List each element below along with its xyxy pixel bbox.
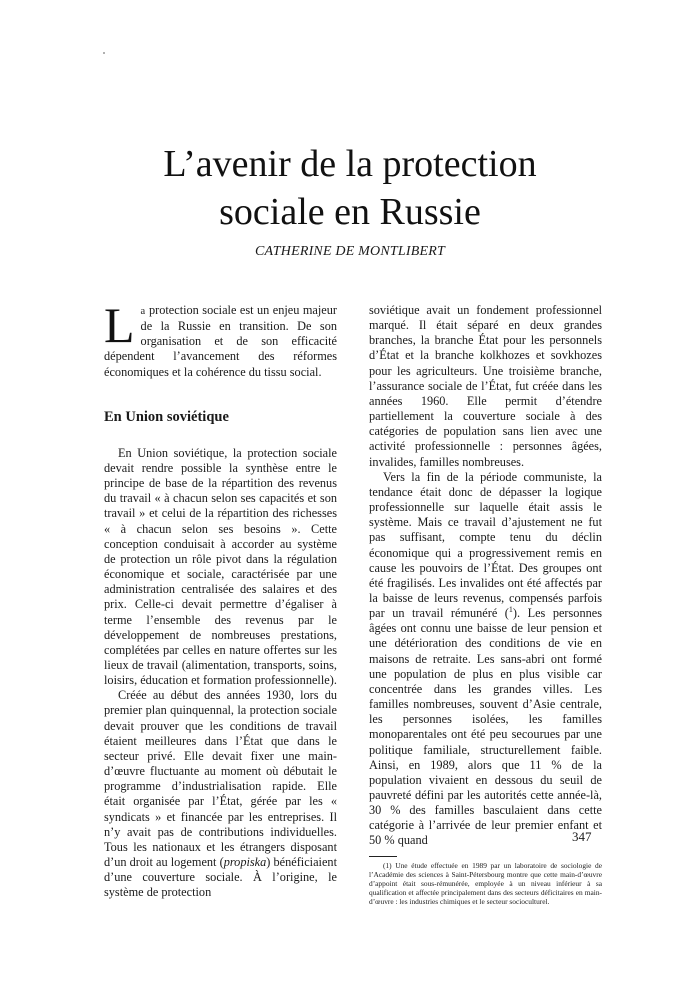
right-column — [369, 303, 602, 907]
left-column — [104, 297, 337, 900]
drop-cap: L — [104, 297, 135, 353]
paragraph — [369, 470, 602, 849]
intro-paragraph — [104, 297, 337, 380]
paragraph — [104, 688, 337, 900]
footnotes — [369, 856, 602, 907]
title-line-1: L’avenir de la protection — [163, 143, 537, 185]
page-number: 347 — [572, 829, 592, 844]
article-title — [0, 140, 700, 236]
paragraph: En Union soviétique, la protection sociale devait rendre possible la synthèse entre le principe de base de la répartition des revenus du travail « à chacun selon ses capacités et son travail » et celui de la répartition des richesses « à chacun selon ses besoins ». Cette conception conduisait à accorder au système de protection un rôle pivot dans la régulation économique et sociale, caractérisée par une administration centralisée des salaires et des prix. Celle-ci devait permettre d’égaliser à terme l’ensemble des revenus par le développement de nombreuses prestations, complétées par celles en nature offertes sur les lieux de travail (alimentation, transports, soins, loisirs, éducation et formation professionnelle). — [104, 445, 337, 688]
paragraph-text: Créée au début des années 1930, lors du premier plan quinquennal, la protection sociale devait prouver que les conditions de travail étaient meilleures dans l’État que dans le secteur privé. Elle devait fixer une main-d’œuvre fluctuante au moment où débutait le programme d’industrialisation rapide. Elle était organisée par l’État, gérée par les « syndicats » et financée par les entreprises. Il n’y avait pas de contributions individuelles. Tous les nationaux et les étrangers disposant d’un droit au logement ( — [104, 688, 337, 869]
paragraph-text: ). Les personnes âgées ont connu une baisse de leur pension et une détérioration des conditions de vie en maisons de retraite. Les sans-abri ont formé une population de plus en plus visible car concentrée dans les grandes villes. Les familles nombreuses, souvent d’Asie centrale, les personnes isolées, les familles monoparentales ont été peu secourues par une politique familiale, structurellement faible. Ainsi, en 1989, alors que 11 % de la population vivaient en dessous du seuil de pauvreté défini par les autorités cette année-là, 30 % des familles basculaient dans cette catégorie à l’arrivée de leur premier enfant et 50 % quand — [369, 606, 602, 848]
intro-small-caps: a — [140, 306, 146, 317]
paragraph-continuation: soviétique avait un fondement professionnel marqué. Il était séparé en deux grandes branches, la branche État pour les personnels d’État et la branche kolkhozes et sovkhozes pour les agriculteurs. Une troisième branche, l’assurance sociale de l’État, fut créée dans les années 1960. Elle permit d’étendre partiellement la couverture sociale à des catégories de population sans lien avec une activité professionnelle : personnes âgées, invalides, familles nombreuses. — [369, 303, 602, 469]
author-name: CATHERINE DE MONTLIBERT — [255, 244, 445, 259]
footnote-1: (1) Une étude effectuée en 1989 par un laboratoire de sociologie de l’Académie des sciences à Saint-Pétersbourg montre que cette main-d’œuvre d’appoint était sous-rémunérée, employée à un niveau inférieur à sa qualification et affectée principalement dans des secteurs déficitaires en main-d’œuvre : les industries chimiques et le secteur socioculturel. — [369, 860, 602, 907]
italic-term: propiska — [223, 855, 267, 869]
paragraph-text: Vers la fin de la période communiste, la tendance était donc de dépasser la logique professionnelle sur laquelle était assis le système. Mais ce travail d’ajustement ne fut pas suffisant, compte tenu du déclin économique qui a progressivement remis en cause les pouvoirs de l’État. Des groupes ont été fragilisés. Les invalides ont été affectés par la baisse de leurs revenus, compensés parfois par un travail rémunéré ( — [369, 469, 602, 621]
paragraph-text: ) bénéficiaient d’une couverture sociale. À l’origine, le système de protection — [104, 855, 337, 900]
title-line-2: sociale en Russie — [219, 191, 481, 233]
intro-text: protection sociale est un enjeu majeur de la Russie en transition. De son organisation et de son efficacité dépendent l’avancement des réformes économiques et la cohérence du tissu social. — [104, 303, 337, 379]
scan-speck — [103, 52, 105, 54]
section-heading: En Union soviétique — [104, 408, 229, 425]
footnote-marker: 1 — [508, 605, 513, 615]
